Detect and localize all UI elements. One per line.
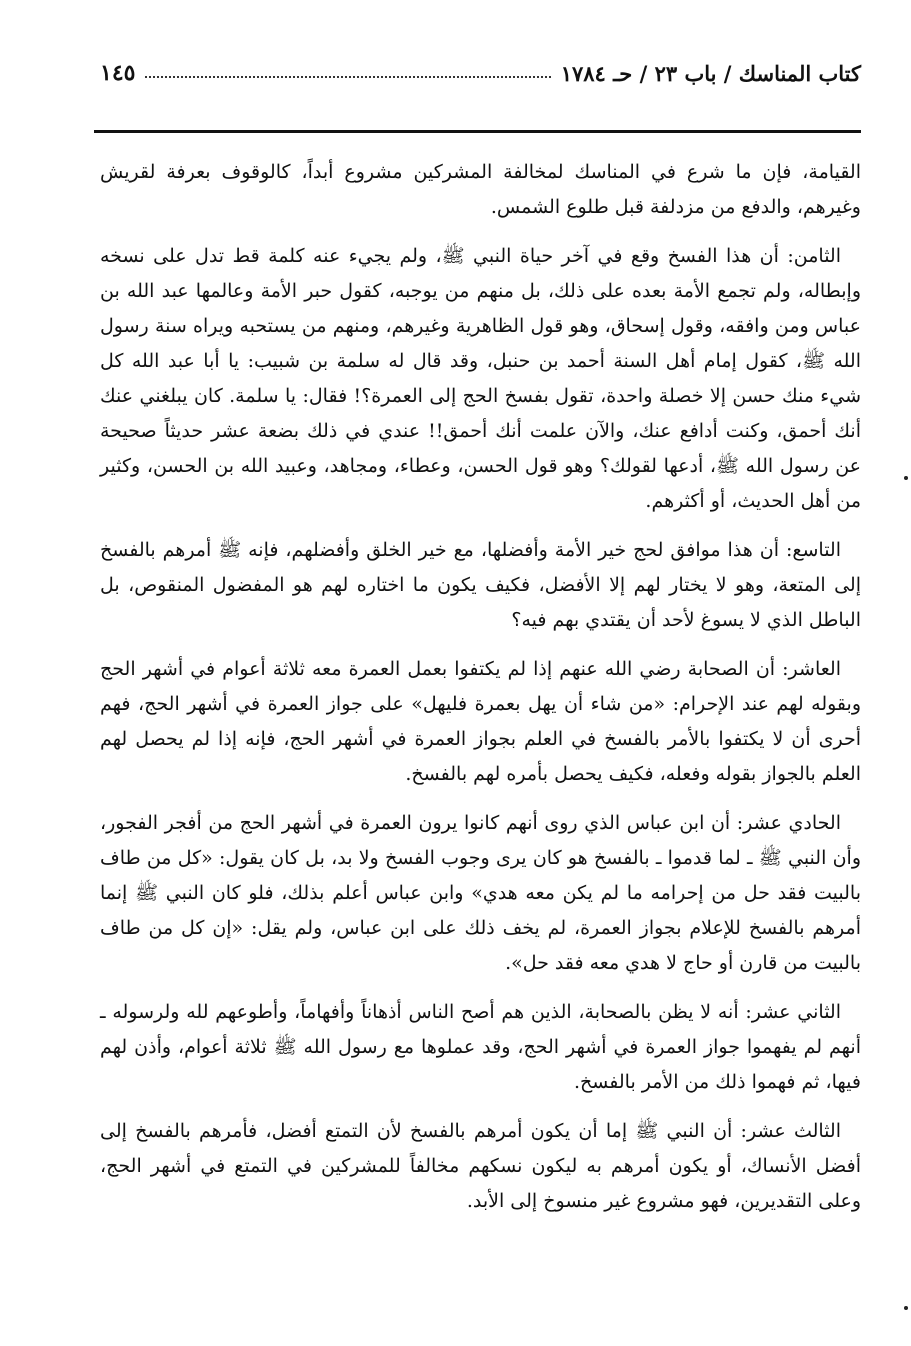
paragraph-continuation: القيامة، فإن ما شرع في المناسك لمخالفة المشركين مشروع أبداً، كالوقوف بعرفة لقريش وغيرهم، والدفع من مزدلفة قبل طلوع الشمس.: [100, 161, 861, 218]
page: [100, 52, 861, 1233]
header-title: كتاب المناسك / باب ٢٣ / حـ ١٧٨٤: [560, 61, 861, 86]
paragraph-eighth: الثامن: أن هذا الفسخ وقع في آخر حياة النبي ﷺ، ولم يجيء عنه كلمة قط تدل على نسخه وإبطاله، ولم تجمع الأمة بعده على ذلك، بل منهم من يوجبه، كقول حبر الأمة وعالمها عبد الله بن عباس ومن وافقه، وقول إسحاق، وهو قول الظاهرية وغيرهم، ومنهم من يستحبه ويراه سنة رسول الله ﷺ، كقول إمام أهل السنة أحمد بن حنبل، وقد قال له سلمة بن شبيب: يا أبا عبد الله كل شيء منك حسن إلا خصلة واحدة، تقول بفسخ الحج إلى العمرة؟! فقال: يا سلمة. كان يبلغني عنك أنك أحمق، وكنت أدافع عنك، والآن علمت أنك أحمق!! عندي في ذلك بضعة عشر حديثاً صحيحة عن رسول الله ﷺ، أدعها لقولك؟ وهو قول الحسن، وعطاء، ومجاهد، وعبيد الله بن الحسن، وكثير من أهل الحديث، أو أكثرهم.: [100, 245, 861, 512]
margin-speck: [904, 1306, 908, 1310]
header-rule: [94, 130, 861, 133]
running-header: [100, 52, 861, 86]
paragraph-tenth: العاشر: أن الصحابة رضي الله عنهم إذا لم يكتفوا بعمل العمرة معه ثلاثة أعوام في أشهر الحج وبقوله لهم عند الإحرام: «من شاء أن يهل بعمرة فليهل» على جواز العمرة في أشهر الحج، فهم أحرى أن لا يكتفوا بالأمر بالفسخ في العلم بجواز العمرة في أشهر الحج، فإنه إذا لم يحصل لهم العلم بالجواز بقوله وفعله، فكيف يحصل بأمره لهم بالفسخ.: [100, 658, 861, 785]
page-number: ١٤٥: [100, 60, 136, 86]
margin-speck: [904, 476, 908, 480]
body-text: [100, 155, 861, 1219]
paragraph-thirteenth: الثالث عشر: أن النبي ﷺ إما أن يكون أمرهم بالفسخ لأن التمتع أفضل، فأمرهم بالفسخ إلى أفضل الأنساك، أو يكون أمرهم به ليكون نسكهم مخالفاً للمشركين في التمتع في أشهر الحج، وعلى التقديرين، فهو مشروع غير منسوخ إلى الأبد.: [100, 1120, 861, 1212]
paragraph-eleventh: الحادي عشر: أن ابن عباس الذي روى أنهم كانوا يرون العمرة في أشهر الحج من أفجر الفجور، وأن النبي ﷺ ـ لما قدموا ـ بالفسخ هو كان يرى وجوب الفسخ ولا بد، بل كان يقول: «كل من طاف بالبيت فقد حل من إحرامه ما لم يكن معه هدي» وابن عباس أعلم بذلك، فلو كان النبي ﷺ إنما أمرهم بالفسخ للإعلام بجواز العمرة، لم يخف ذلك على ابن عباس، ولم يقل: «إن كل من طاف بالبيت من قارن أو حاج لا هدي معه فقد حل».: [100, 812, 861, 974]
paragraph-twelfth: الثاني عشر: أنه لا يظن بالصحابة، الذين هم أصح الناس أذهاناً وأفهاماً، وأطوعهم لله ولرسوله ـ أنهم لم يفهموا جواز العمرة في أشهر الحج، وقد عملوها مع رسول الله ﷺ ثلاثة أعوام، وأذن لهم فيها، ثم فهموا ذلك من الأمر بالفسخ.: [100, 1001, 861, 1093]
header-dot-leader: [145, 76, 550, 78]
paragraph-ninth: التاسع: أن هذا موافق لحج خير الأمة وأفضلها، مع خير الخلق وأفضلهم، فإنه ﷺ أمرهم بالفسخ إلى المتعة، وهو لا يختار لهم إلا الأفضل، فكيف يكون ما اختاره لهم هو المفضول المنقوص، بل الباطل الذي لا يسوغ لأحد أن يقتدي بهم فيه؟: [100, 539, 861, 631]
